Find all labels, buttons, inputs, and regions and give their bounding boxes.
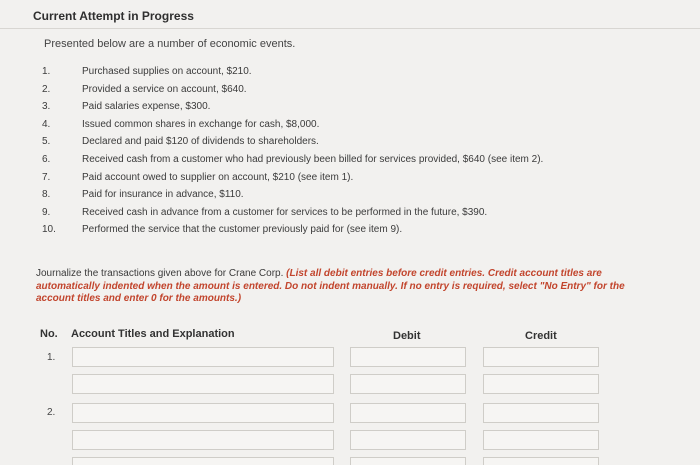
debit-input[interactable] (350, 374, 466, 394)
account-title-input[interactable] (72, 403, 334, 423)
journal-table-header (0, 328, 700, 346)
account-title-input[interactable] (72, 457, 334, 465)
debit-input[interactable] (350, 430, 466, 450)
event-text: Paid salaries expense, $300. (82, 101, 211, 113)
event-list (36, 66, 676, 242)
event-text: Received cash from a customer who had previously been billed for services provided, $640 (see item 2). (82, 153, 544, 165)
account-title-input[interactable] (72, 347, 334, 367)
column-header-account-titles: Account Titles and Explanation (71, 328, 235, 340)
event-number: 6. (42, 153, 51, 165)
header (0, 0, 700, 29)
event-text: Declared and paid $120 of dividends to shareholders. (82, 136, 319, 148)
instructions-plain: Journalize the transactions given above for Crane Corp. (36, 268, 284, 279)
credit-input[interactable] (483, 347, 599, 367)
credit-input[interactable] (483, 457, 599, 465)
event-number: 4. (42, 118, 51, 130)
list-item (36, 172, 676, 190)
event-number: 1. (42, 66, 51, 77)
column-header-no: No. (40, 328, 58, 340)
column-header-credit: Credit (525, 330, 557, 342)
credit-input[interactable] (483, 430, 599, 450)
event-number: 9. (42, 206, 51, 218)
page-title: Current Attempt in Progress (33, 9, 194, 23)
instructions-emphasis: (List all debit entries before credit entries. Credit account titles are automatically indented when the amount is entered. Do not indent manually. If no entry is required, select "No Entry" for the account titles and enter 0 for the amounts.) (36, 268, 625, 304)
intro-text: Presented below are a number of economic events. (44, 38, 296, 50)
event-number: 10. (42, 224, 56, 236)
list-item (36, 84, 676, 102)
event-number: 5. (42, 136, 51, 148)
event-number: 3. (42, 101, 51, 113)
event-number: 8. (42, 189, 51, 201)
credit-input[interactable] (483, 403, 599, 423)
instructions (36, 268, 648, 306)
event-text: Purchased supplies on account, $210. (82, 66, 252, 77)
entry-number: 2. (47, 407, 56, 418)
event-number: 7. (42, 171, 51, 183)
debit-input[interactable] (350, 347, 466, 367)
list-item (36, 207, 676, 225)
column-header-debit: Debit (393, 330, 421, 342)
event-text: Issued common shares in exchange for cash, $8,000. (82, 118, 320, 130)
debit-input[interactable] (350, 403, 466, 423)
list-item (36, 189, 676, 207)
event-text: Performed the service that the customer previously paid for (see item 9). (82, 224, 403, 236)
list-item (36, 154, 676, 172)
list-item (36, 136, 676, 154)
entry-number: 1. (47, 352, 56, 363)
event-text: Paid for insurance in advance, $110. (82, 189, 244, 201)
debit-input[interactable] (350, 457, 466, 465)
event-text: Paid account owed to supplier on account, $210 (see item 1). (82, 171, 354, 183)
event-number: 2. (42, 83, 51, 95)
event-text: Received cash in advance from a customer for services to be performed in the future, $390. (82, 206, 488, 218)
account-title-input[interactable] (72, 374, 334, 394)
list-item (36, 101, 676, 119)
list-item (36, 66, 676, 84)
list-item (36, 224, 676, 242)
list-item (36, 119, 676, 137)
account-title-input[interactable] (72, 430, 334, 450)
credit-input[interactable] (483, 374, 599, 394)
event-text: Provided a service on account, $640. (82, 83, 247, 95)
